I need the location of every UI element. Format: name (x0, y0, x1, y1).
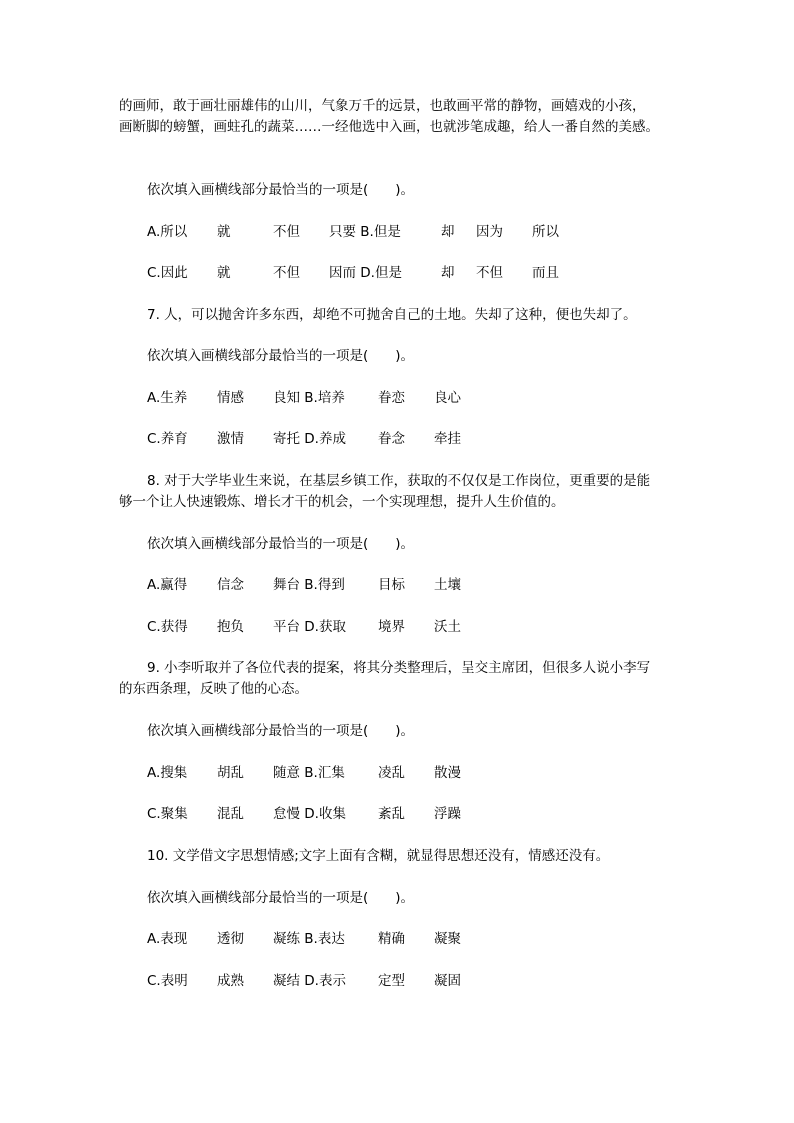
option-text: 抱负 (217, 619, 244, 635)
option-text: 不但 (273, 224, 300, 240)
option-text: 只要 B.但是 (329, 224, 401, 240)
option-text: 境界 (378, 619, 405, 635)
option-text: 凝练 B.表达 (273, 931, 345, 947)
option-text: A.搜集 (147, 765, 188, 781)
option-text: 情感 (217, 390, 244, 406)
q6-options-ab (147, 222, 559, 243)
option-text: A.表现 (147, 931, 188, 947)
option-text: 随意 B.汇集 (273, 765, 345, 781)
option-text: 激情 (217, 431, 244, 447)
option-text: 眷恋 (378, 390, 405, 406)
option-text: 凝结 D.表示 (273, 973, 346, 989)
option-text: 寄托 D.养成 (273, 431, 346, 447)
option-text: C.养育 (147, 431, 188, 447)
option-text: 散漫 (434, 765, 461, 781)
q7-options-cd (147, 429, 461, 450)
option-text: C.因此 (147, 265, 188, 281)
option-text: 混乱 (217, 806, 244, 822)
option-text: C.聚集 (147, 806, 188, 822)
option-text: 土壤 (434, 577, 461, 593)
option-text: 信念 (217, 577, 244, 593)
q10-stem: 10. 文学借文字思想情感;文字上面有含糊，就显得思想还没有，情感还没有。 (147, 848, 610, 864)
option-text: 凝聚 (434, 931, 461, 947)
option-text: 目标 (378, 577, 405, 593)
q7-stem: 7. 人，可以抛舍许多东西，却绝不可抛舍自己的土地。失却了这种，便也失却了。 (147, 307, 637, 323)
option-text: 紊乱 (378, 806, 405, 822)
option-text: 就 (217, 265, 231, 281)
q8-options-cd (147, 617, 461, 638)
q8-stem-line-2: 够一个让人快速锻炼、增长才干的机会，一个实现理想，提升人生价值的。 (119, 494, 565, 510)
option-text: A.赢得 (147, 577, 188, 593)
q6-prompt: 依次填入画横线部分最恰当的一项是( )。 (147, 182, 415, 198)
option-text: 透彻 (217, 931, 244, 947)
option-text: 眷念 (378, 431, 405, 447)
option-text: 凌乱 (378, 765, 405, 781)
option-text: A.所以 (147, 224, 188, 240)
option-text: 却 (441, 224, 455, 240)
option-text: 就 (217, 224, 231, 240)
option-text: 定型 (378, 973, 405, 989)
q9-options-ab (147, 763, 461, 784)
option-text: 不但 (273, 265, 300, 281)
option-text: 精确 (378, 931, 405, 947)
q7-prompt: 依次填入画横线部分最恰当的一项是( )。 (147, 348, 415, 364)
option-text: 舞台 B.得到 (273, 577, 345, 593)
option-text: 胡乱 (217, 765, 244, 781)
option-text: 凝固 (434, 973, 461, 989)
q8-stem-line-1: 8. 对于大学毕业生来说，在基层乡镇工作，获取的不仅仅是工作岗位，更重要的是能 (147, 473, 651, 489)
intro-line-1: 的画师，敢于画壮丽雄伟的山川，气象万千的远景，也敢画平常的静物，画嬉戏的小孩， (119, 98, 646, 114)
option-text: 平台 D.获取 (273, 619, 346, 635)
q8-prompt: 依次填入画横线部分最恰当的一项是( )。 (147, 536, 415, 552)
option-text: 怠慢 D.收集 (273, 806, 346, 822)
option-text: C.表明 (147, 973, 188, 989)
option-text: 良知 B.培养 (273, 390, 345, 406)
q9-prompt: 依次填入画横线部分最恰当的一项是( )。 (147, 723, 415, 739)
q10-prompt: 依次填入画横线部分最恰当的一项是( )。 (147, 890, 415, 906)
q8-options-ab (147, 575, 461, 596)
option-text: 牵挂 (434, 431, 461, 447)
q10-options-ab (147, 929, 461, 950)
option-text: C.获得 (147, 619, 188, 635)
q9-stem-line-1: 9. 小李听取并了各位代表的提案，将其分类整理后，呈交主席团，但很多人说小李写 (147, 660, 651, 676)
intro-line-2: 画断脚的螃蟹，画蛀孔的蔬菜……一经他选中入画，也就涉笔成趣，给人一番自然的美感。 (119, 119, 659, 135)
option-text: 浮躁 (434, 806, 461, 822)
q6-options-cd (147, 263, 559, 284)
option-text: 所以 (532, 224, 559, 240)
q9-options-cd (147, 804, 461, 825)
option-text: 良心 (434, 390, 461, 406)
option-text: 成熟 (217, 973, 244, 989)
option-text: A.生养 (147, 390, 188, 406)
option-text: 因而 D.但是 (329, 265, 402, 281)
q7-options-ab (147, 388, 461, 409)
q9-stem-line-2: 的东西条理，反映了他的心态。 (119, 681, 308, 697)
option-text: 却 (441, 265, 455, 281)
option-text: 而且 (532, 265, 559, 281)
option-text: 沃土 (434, 619, 461, 635)
option-text: 因为 (476, 224, 503, 240)
option-text: 不但 (476, 265, 503, 281)
q10-options-cd (147, 971, 461, 992)
